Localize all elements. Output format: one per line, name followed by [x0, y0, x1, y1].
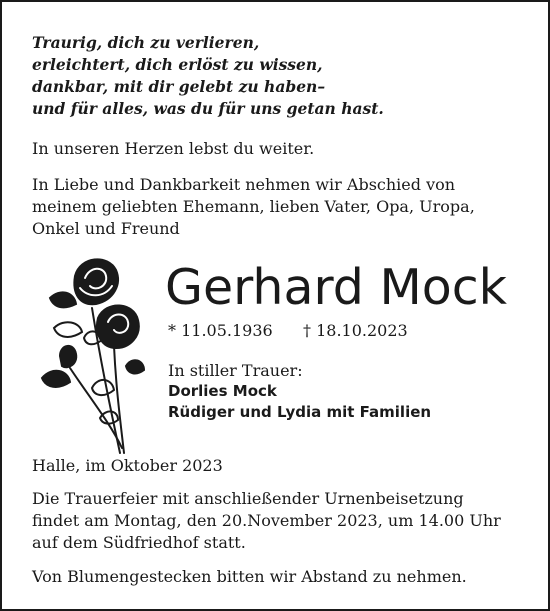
place-date: Halle, im Oktober 2023	[32, 456, 223, 475]
poem-line: erleichtert, dich erlöst zu wissen,	[32, 55, 323, 74]
rose-illustration-icon	[30, 248, 148, 458]
birth-date: * 11.05.1936	[168, 321, 273, 340]
poem-line: Traurig, dich zu verlieren,	[32, 33, 260, 52]
funeral-line: findet am Montag, den 20.November 2023, um 14.00 Uhr	[32, 511, 501, 530]
flowers-note: Von Blumengestecken bitten wir Abstand zu nehmen.	[32, 567, 467, 586]
poem	[32, 32, 384, 120]
intro-text	[32, 174, 475, 240]
poem-line: dankbar, mit dir gelebt zu haben–	[32, 77, 326, 96]
funeral-info	[32, 488, 501, 554]
heart-line: In unseren Herzen lebst du weiter.	[32, 139, 315, 158]
funeral-line: auf dem Südfriedhof statt.	[32, 533, 246, 552]
mourners	[168, 360, 431, 423]
death-date: † 18.10.2023	[303, 321, 408, 340]
intro-line: Onkel und Freund	[32, 219, 180, 238]
intro-line: meinem geliebten Ehemann, lieben Vater, Opa, Uropa,	[32, 197, 475, 216]
intro-line: In Liebe und Dankbarkeit nehmen wir Abschied von	[32, 175, 456, 194]
mourners-label: In stiller Trauer:	[168, 361, 303, 380]
funeral-line: Die Trauerfeier mit anschließender Urnenbeisetzung	[32, 489, 464, 508]
mourner-name: Rüdiger und Lydia mit Familien	[168, 403, 432, 421]
deceased-name: Gerhard Mock	[165, 259, 508, 316]
poem-line: und für alles, was du für uns getan hast.	[32, 99, 384, 118]
mourner-name: Dorlies Mock	[168, 382, 277, 400]
